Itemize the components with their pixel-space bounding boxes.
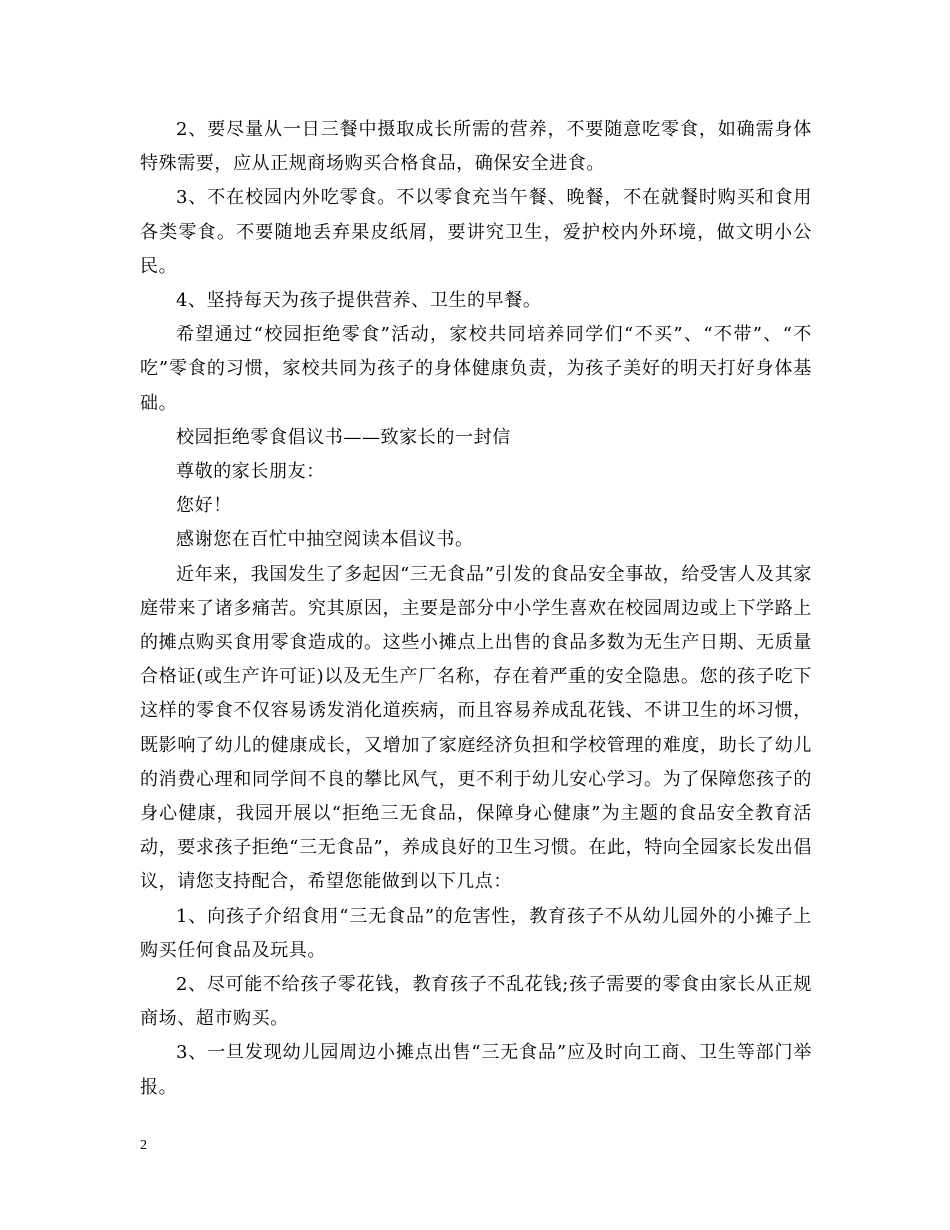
letter-thanks: 感谢您在百忙中抽空阅读本倡议书。	[176, 529, 474, 551]
letter-point-1: 1、向孩子介绍食用“三无食品”的危害性，教育孩子不从幼儿园外的小摊子上购买任何食品及玩具。	[140, 905, 812, 961]
document-body	[140, 113, 812, 1105]
letter-title: 校园拒绝零食倡议书——致家长的一封信	[176, 426, 511, 448]
paragraph-item-3-no-snacks-campus: 3、不在校园内外吃零食。不以零食充当午餐、晚餐，不在就餐时购买和食用各类零食。不要随地丢弃果皮纸屑，要讲究卫生，爱护校内外环境，做文明小公民。	[140, 187, 812, 277]
page-number: 2	[140, 1138, 147, 1153]
paragraph-item-2-nutrition: 2、要尽量从一日三餐中摄取成长所需的营养，不要随意吃零食，如确需身体特殊需要，应从正规商场购买合格食品，确保安全进食。	[140, 119, 812, 175]
letter-greeting: 您好！	[176, 495, 232, 517]
paragraph-item-4-breakfast: 4、坚持每天为孩子提供营养、卫生的早餐。	[176, 290, 542, 312]
letter-point-2: 2、尽可能不给孩子零花钱，教育孩子不乱花钱;孩子需要的零食由家长从正规商场、超市购买。	[140, 974, 812, 1030]
letter-point-3: 3、一旦发现幼儿园周边小摊点出售“三无食品”应及时向工商、卫生等部门举报。	[140, 1042, 812, 1098]
letter-salutation: 尊敬的家长朋友：	[176, 461, 325, 483]
paragraph-hope: 希望通过“校园拒绝零食”活动，家校共同培养同学们“不买”、“不带”、“不吃”零食的习惯，家校共同为孩子的身体健康负责，为孩子美好的明天打好身体基础。	[140, 324, 812, 414]
letter-main-body: 近年来，我国发生了多起因“三无食品”引发的食品安全事故，给受害人及其家庭带来了诸多痛苦。究其原因，主要是部分中小学生喜欢在校园周边或上下学路上的摊点购买食用零食造成的。这些小摊点上出售的食品多数为无生产日期、无质量合格证(或生产许可证)以及无生产厂名称，存在着严重的安全隐患。您的孩子吃下这样的零食不仅容易诱发消化道疾病，而且容易养成乱花钱、不讲卫生的坏习惯，既影响了幼儿的健康成长，又增加了家庭经济负担和学校管理的难度，助长了幼儿的消费心理和同学间不良的攀比风气，更不利于幼儿安心学习。为了保障您孩子的身心健康，我园开展以“拒绝三无食品，保障身心健康”为主题的食品安全教育活动，要求孩子拒绝“三无食品”，养成良好的卫生习惯。在此，特向全园家长发出倡议，请您支持配合，希望您能做到以下几点：	[140, 563, 812, 893]
